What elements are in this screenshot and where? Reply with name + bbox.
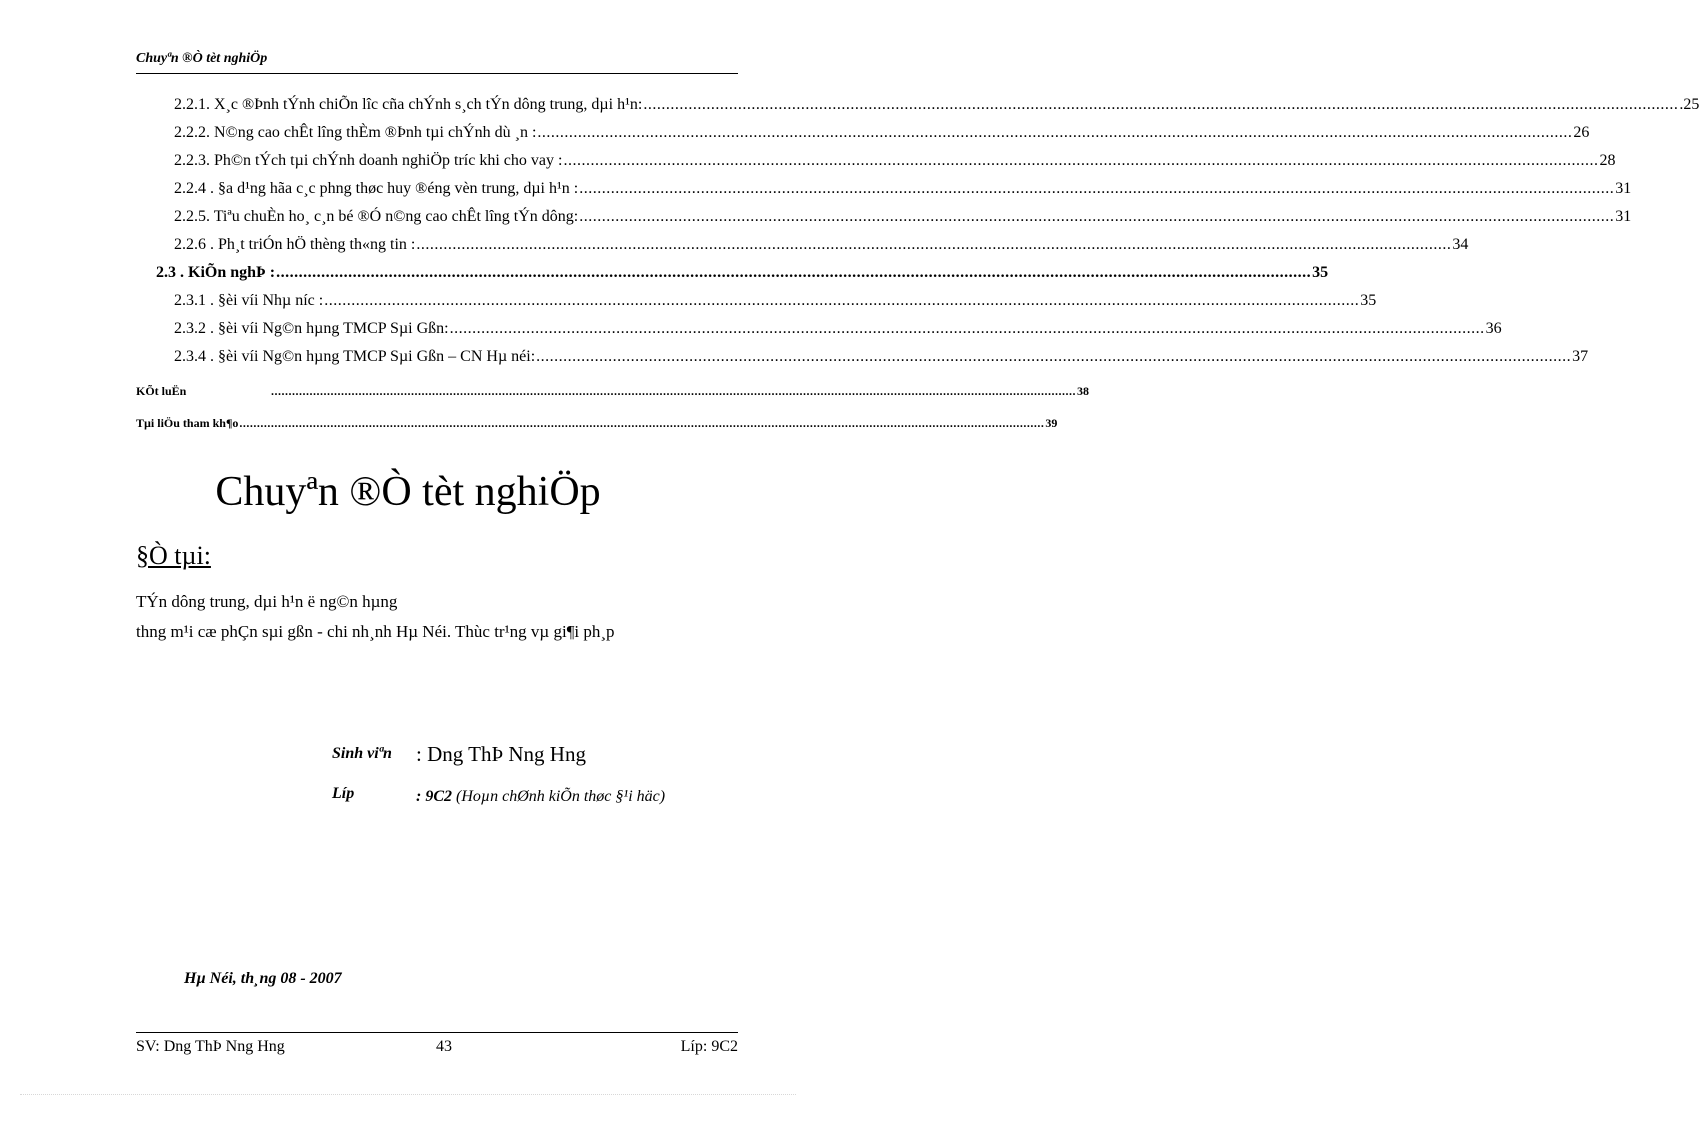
footer-student: SV: Dng ThÞ Nng Hng bbox=[136, 1038, 285, 1055]
toc-entry-page: 31 bbox=[1615, 180, 1632, 197]
document-title: Chuyªn ®Ò tèt nghiÖp bbox=[215, 469, 601, 515]
student-label: Sinh viªn bbox=[332, 745, 392, 762]
toc-entry[interactable] bbox=[174, 348, 1589, 366]
toc-leader-dots: ...................................................................................................................................................................................................................................... bbox=[276, 264, 1312, 281]
toc-leader-dots: ...................................................................................................................................................................................................................................... bbox=[271, 384, 1076, 398]
topic-heading: §Ò tµi: bbox=[136, 541, 211, 570]
toc-entry-page: 39 bbox=[1045, 416, 1058, 430]
topic-line-1: TÝn dông trung, dµi h¹n ë ng©n hµng bbox=[136, 592, 398, 611]
toc-entry-page: 38 bbox=[1077, 384, 1089, 398]
toc-top-entry[interactable] bbox=[136, 416, 1058, 431]
class-code: : 9C2 bbox=[416, 788, 452, 805]
footer-page-number: 43 bbox=[436, 1038, 452, 1055]
header-title: Chuyªn ®Ò tèt nghiÖp bbox=[136, 51, 268, 66]
toc-entry[interactable] bbox=[174, 180, 1632, 198]
footer-class: Líp: 9C2 bbox=[680, 1038, 738, 1055]
toc-leader-dots: ...................................................................................................................................................................................................................................... bbox=[536, 348, 1572, 365]
toc-entry-label: 2.3.2 . §èi víi Ng©n hµng TMCP Sµi Gßn: bbox=[174, 320, 449, 337]
toc-entry-label: Tµi liÖu tham kh¶o bbox=[136, 416, 239, 430]
toc-leader-dots: ...................................................................................................................................................................................................................................... bbox=[537, 124, 1573, 141]
toc-entry-label: 2.3 . KiÕn nghÞ : bbox=[156, 264, 276, 281]
toc-leader-dots: ...................................................................................................................................................................................................................................... bbox=[579, 180, 1615, 197]
toc-leader-dots: ...................................................................................................................................................................................................................................... bbox=[643, 96, 1679, 113]
toc-entry-label: 2.3.1 . §èi víi Nhµ níc : bbox=[174, 292, 324, 309]
toc-entry-page: 37 bbox=[1572, 348, 1589, 365]
toc-entry[interactable] bbox=[174, 236, 1469, 254]
toc-entry-label: 2.2.6 . Ph¸t triÓn hÖ thèng th«ng tin : bbox=[174, 236, 416, 253]
toc-leader-dots: ...................................................................................................................................................................................................................................... bbox=[324, 292, 1360, 309]
toc-entry[interactable] bbox=[174, 292, 1377, 310]
page-edge-dotted-border bbox=[20, 1094, 796, 1095]
toc-leader-dots: ...................................................................................................................................................................................................................................... bbox=[579, 208, 1615, 225]
toc-entry-page: 36 bbox=[1485, 320, 1502, 337]
class-note: (Hoµn chØnh kiÕn thøc §¹i häc) bbox=[456, 788, 666, 805]
student-name: : Dng ThÞ Nng Hng bbox=[416, 742, 586, 766]
toc-entry[interactable] bbox=[174, 96, 1699, 114]
toc-entry-page: 26 bbox=[1573, 124, 1590, 141]
toc-entry-page: 28 bbox=[1599, 152, 1616, 169]
topic-line-2: thng m¹i cæ phÇn sµi gßn - chi nh¸nh Hµ Néi. Thùc tr¹ng vµ gi¶i ph¸p bbox=[136, 622, 615, 641]
toc-top-entry[interactable] bbox=[136, 384, 1089, 399]
toc-entry-label: 2.3.4 . §èi víi Ng©n hµng TMCP Sµi Gßn – CN Hµ néi: bbox=[174, 348, 536, 365]
class-label: Líp bbox=[332, 785, 355, 802]
header-divider bbox=[136, 73, 738, 74]
toc-leader-dots: ...................................................................................................................................................................................................................................... bbox=[563, 152, 1599, 169]
toc-entry-label: KÕt luËn bbox=[136, 384, 187, 398]
toc-entry[interactable] bbox=[174, 208, 1632, 226]
toc-leader-dots: ...................................................................................................................................................................................................................................... bbox=[449, 320, 1485, 337]
toc-section-entry[interactable] bbox=[156, 264, 1329, 282]
toc-entry-label: 2.2.5. Tiªu chuÈn ho¸ c¸n bé ®Ó n©ng cao chÊt lîng tÝn dông: bbox=[174, 208, 579, 225]
toc-entry[interactable] bbox=[174, 152, 1616, 170]
place-date: Hµ Néi, th¸ng 08 - 2007 bbox=[184, 970, 342, 987]
toc-leader-dots: ...................................................................................................................................................................................................................................... bbox=[239, 416, 1045, 430]
toc-entry-page: 34 bbox=[1452, 236, 1469, 253]
toc-entry-label: 2.2.1. X¸c ®Þnh tÝnh chiÕn lîc cña chÝnh s¸ch tÝn dông trung, dµi h¹n: bbox=[174, 96, 643, 113]
toc-entry-page: 31 bbox=[1615, 208, 1632, 225]
footer-divider bbox=[136, 1032, 738, 1033]
toc-entry-label: 2.2.2. N©ng cao chÊt lîng thÈm ®Þnh tµi chÝnh dù ¸n : bbox=[174, 124, 537, 141]
toc-entry-page: .25 bbox=[1679, 96, 1699, 113]
toc-entry[interactable] bbox=[174, 124, 1590, 142]
toc-entry-page: 35 bbox=[1360, 292, 1377, 309]
toc-entry[interactable] bbox=[174, 320, 1502, 338]
toc-leader-dots: ...................................................................................................................................................................................................................................... bbox=[416, 236, 1452, 253]
class-info bbox=[416, 783, 746, 811]
toc-entry-label: 2.2.4 . §a d¹ng hãa c¸c phng thøc huy ®éng vèn trung, dµi h¹n : bbox=[174, 180, 579, 197]
toc-entry-label: 2.2.3. Ph©n tÝch tµi chÝnh doanh nghiÖp tríc khi cho vay : bbox=[174, 152, 563, 169]
toc-entry-page: 35 bbox=[1312, 264, 1329, 281]
